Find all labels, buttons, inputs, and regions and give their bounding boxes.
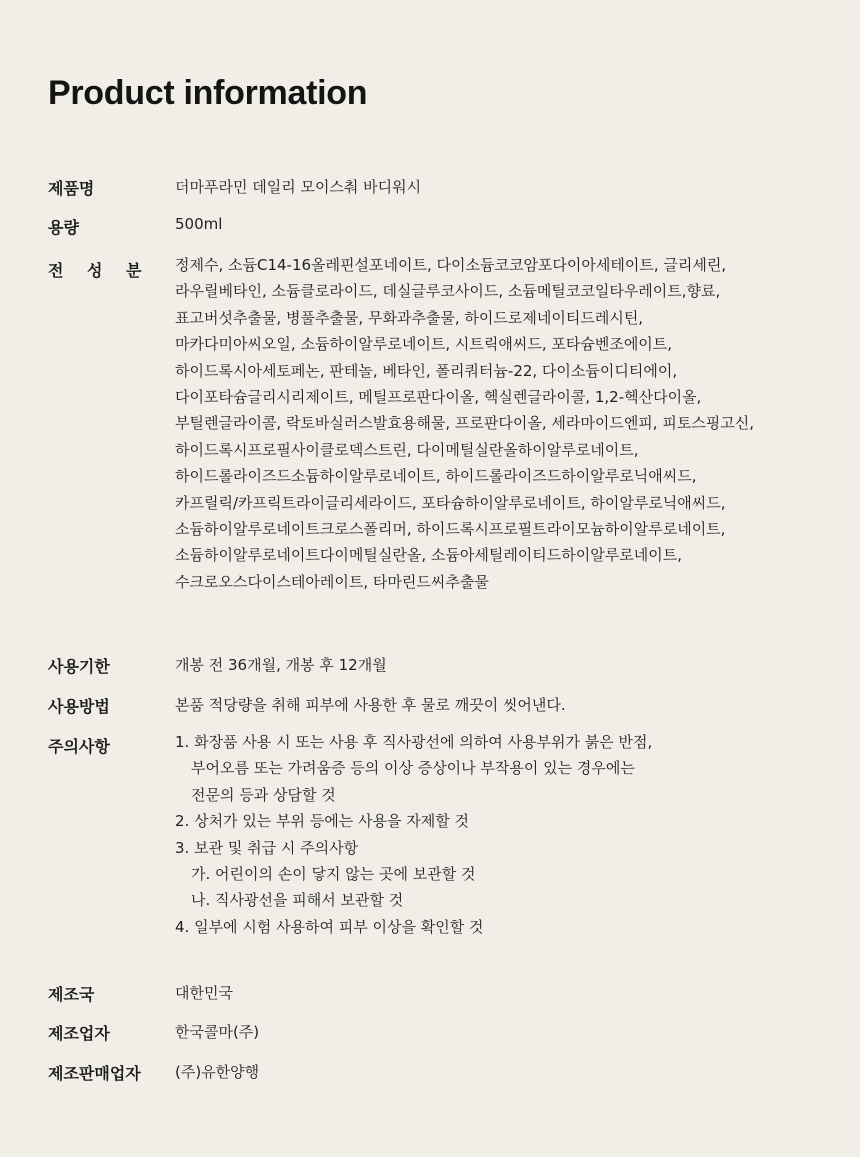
ingredients-line: 하이드롤라이즈드소듐하이알루로네이트, 하이드롤라이즈드하이알루로닉애씨드,: [175, 467, 697, 486]
ingredients-line: 라우릴베타인, 소듐클로라이드, 데실글루코사이드, 소듐메틸코코일타우레이트,향료,: [175, 282, 721, 301]
caution-line: 2. 상처가 있는 부위 등에는 사용을 자제할 것: [175, 812, 470, 831]
caution-line: 1. 화장품 사용 시 또는 사용 후 직사광선에 의하여 사용부위가 붉은 반점,: [175, 733, 653, 751]
ingredients-line: 표고버섯추출물, 병풀추출물, 무화과추출물, 하이드로제네이티드레시틴,: [175, 308, 644, 327]
caution-line: 부어오름 또는 가려움증 등의 이상 증상이나 부작용이 있는 경우에는: [191, 759, 635, 778]
caution-line: 3. 보관 및 취급 시 주의사항: [175, 838, 359, 857]
expiry-value: 개봉 전 36개월, 개봉 후 12개월: [175, 656, 387, 674]
manufacturer-value: 한국콜마(주): [175, 1023, 260, 1041]
ingredients-line: 소듐하이알루로네이트크로스폴리머, 하이드록시프로필트라이모늄하이알루로네이트,: [175, 519, 726, 538]
usage-label: 사용방법: [48, 697, 110, 716]
ingredients-line: 정제수, 소듐C14-16올레핀설포네이트, 다이소듐코코암포다이아세테이트, 글리세린,: [175, 256, 727, 274]
cautions-label: 주의사항: [48, 737, 110, 756]
ingredients-line: 부틸렌글라이콜, 락토바실러스발효용해물, 프로판다이올, 세라마이드엔피, 피토스핑고신,: [175, 414, 755, 433]
country-label: 제조국: [48, 985, 95, 1004]
usage-value: 본품 적당량을 취해 피부에 사용한 후 물로 깨끗이 씻어낸다.: [175, 696, 566, 714]
seller-value: (주)유한양행: [175, 1063, 260, 1081]
seller-label: 제조판매업자: [48, 1064, 141, 1083]
cautions-list: [175, 729, 652, 940]
volume-label: 용량: [48, 218, 79, 237]
page-title: Product information: [48, 74, 368, 112]
expiry-label: 사용기한: [48, 657, 110, 676]
ingredients-line: 소듐하이알루로네이트다이메틸실란올, 소듐아세틸레이티드하이알루로네이트,: [175, 546, 682, 565]
caution-line: 나. 직사광선을 피해서 보관할 것: [191, 891, 404, 910]
caution-line: 가. 어린이의 손이 닿지 않는 곳에 보관할 것: [191, 864, 476, 883]
caution-line: 4. 일부에 시험 사용하여 피부 이상을 확인할 것: [175, 917, 484, 936]
ingredients-line: 하이드록시아세토페논, 판테놀, 베타인, 폴리쿼터늄-22, 다이소듐이디티에이,: [175, 361, 678, 380]
caution-line: 전문의 등과 상담할 것: [191, 785, 336, 804]
manufacturer-label: 제조업자: [48, 1024, 110, 1043]
volume-value: 500ml: [175, 215, 223, 233]
ingredients-line: 마카다미아씨오일, 소듐하이알루로네이트, 시트릭애씨드, 포타슘벤조에이트,: [175, 335, 673, 354]
ingredients-label: 전 성 분: [48, 261, 151, 280]
product-name-value: 더마푸라민 데일리 모이스춰 바디워시: [175, 178, 422, 196]
ingredients-line: 하이드록시프로필사이클로덱스트린, 다이메틸실란올하이알루로네이트,: [175, 440, 639, 459]
ingredients-list: [175, 252, 754, 595]
ingredients-line: 수크로오스다이스테아레이트, 타마린드씨추출물: [175, 572, 489, 591]
product-name-label: 제품명: [48, 179, 95, 198]
ingredients-line: 다이포타슘글리시리제이트, 메틸프로판다이올, 헥실렌글라이콜, 1,2-헥산다이올,: [175, 387, 702, 406]
country-value: 대한민국: [175, 984, 233, 1002]
ingredients-line: 카프릴릭/카프릭트라이글리세라이드, 포타슘하이알루로네이트, 하이알루로닉애씨드,: [175, 493, 726, 512]
